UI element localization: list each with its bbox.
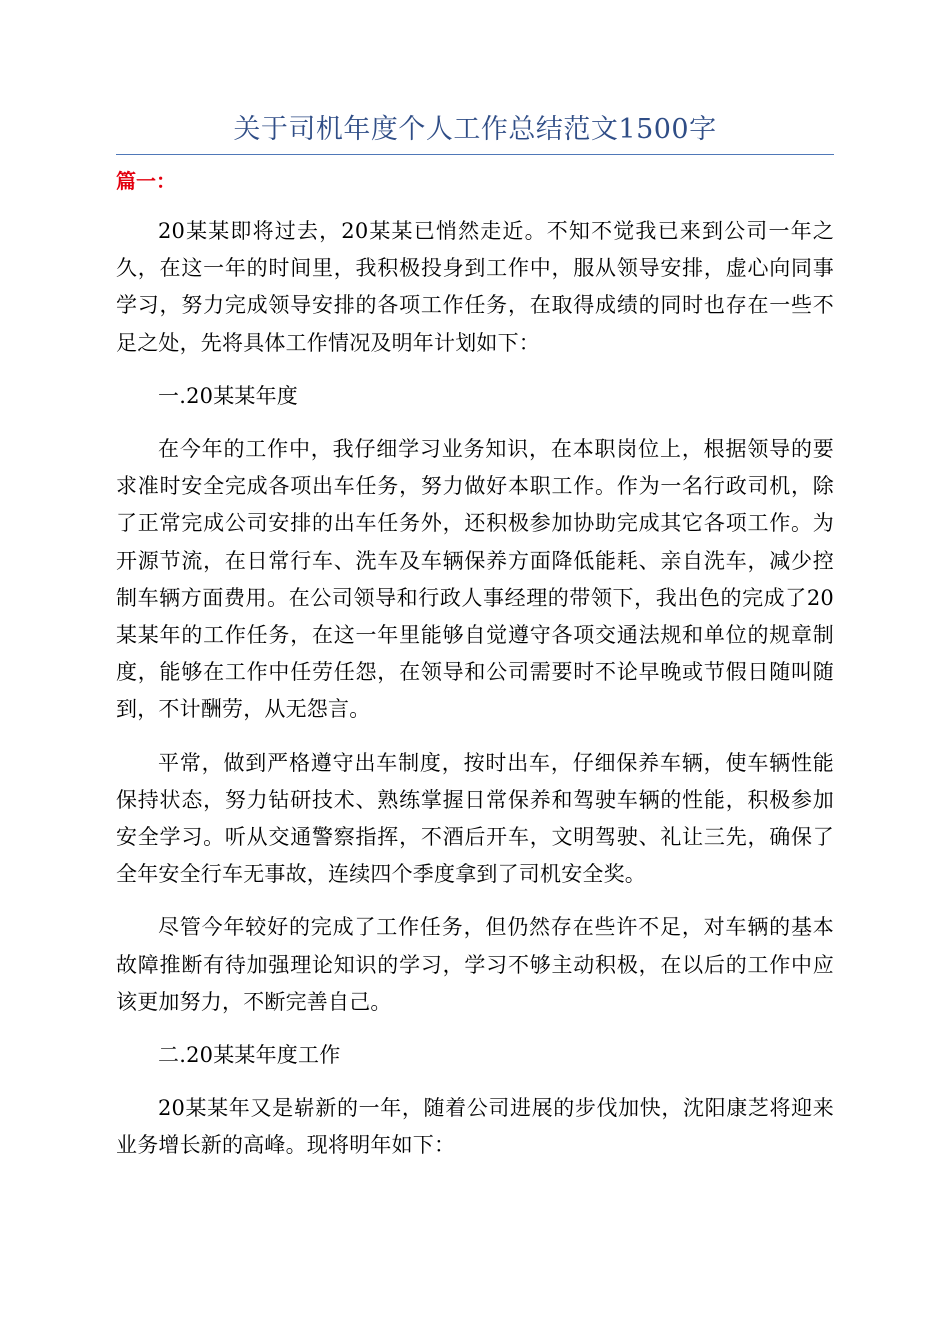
subheading-year-summary: 一.20某某年度 <box>158 383 298 408</box>
document-title: 关于司机年度个人工作总结范文1500字 <box>233 114 717 145</box>
section-label: 篇一： <box>116 169 176 193</box>
paragraph-next-year-plan: 20某某年又是崭新的一年，随着公司进展的步伐加快，沈阳康芝将迎来业务增长新的高峰。现将明年如下： <box>116 1096 834 1158</box>
paragraph-safety: 平常，做到严格遵守出车制度，按时出车，仔细保养车辆，使车辆性能保持状态，努力钻研技术、熟练掌握日常保养和驾驶车辆的性能，积极参加安全学习。听从交通警察指挥，不酒后开车，文明驾驶、礼让三先，确保了全年安全行车无事故，连续四个季度拿到了司机安全奖。 <box>116 750 834 887</box>
title-underline <box>116 154 834 155</box>
document-page <box>116 0 834 1165</box>
subheading-next-year: 二.20某某年度工作 <box>158 1043 341 1068</box>
paragraph-intro: 20某某即将过去，20某某已悄然走近。不知不觉我已来到公司一年之久，在这一年的时间里，我积极投身到工作中，服从领导安排，虚心向同事学习，努力完成领导安排的各项工作任务，在取得成绩的同时也存在一些不足之处，先将具体工作情况及明年计划如下： <box>116 219 834 355</box>
paragraph-work-details: 在今年的工作中，我仔细学习业务知识，在本职岗位上，根据领导的要求准时安全完成各项出车任务，努力做好本职工作。作为一名行政司机，除了正常完成公司安排的出车任务外，还积极参加协助完成其它各项工作。为开源节流，在日常行车、洗车及车辆保养方面降低能耗、亲自洗车，减少控制车辆方面费用。在公司领导和行政人事经理的带领下，我出色的完成了20某某年的工作任务，在这一年里能够自觉遵守各项交通法规和单位的规章制度，能够在工作中任劳任怨，在领导和公司需要时不论早晚或节假日随叫随到，不计酬劳，从无怨言。 <box>116 437 834 722</box>
paragraph-shortcomings: 尽管今年较好的完成了工作任务，但仍然存在些许不足，对车辆的基本故障推断有待加强理论知识的学习，学习不够主动积极，在以后的工作中应该更加努力，不断完善自己。 <box>116 915 834 1014</box>
